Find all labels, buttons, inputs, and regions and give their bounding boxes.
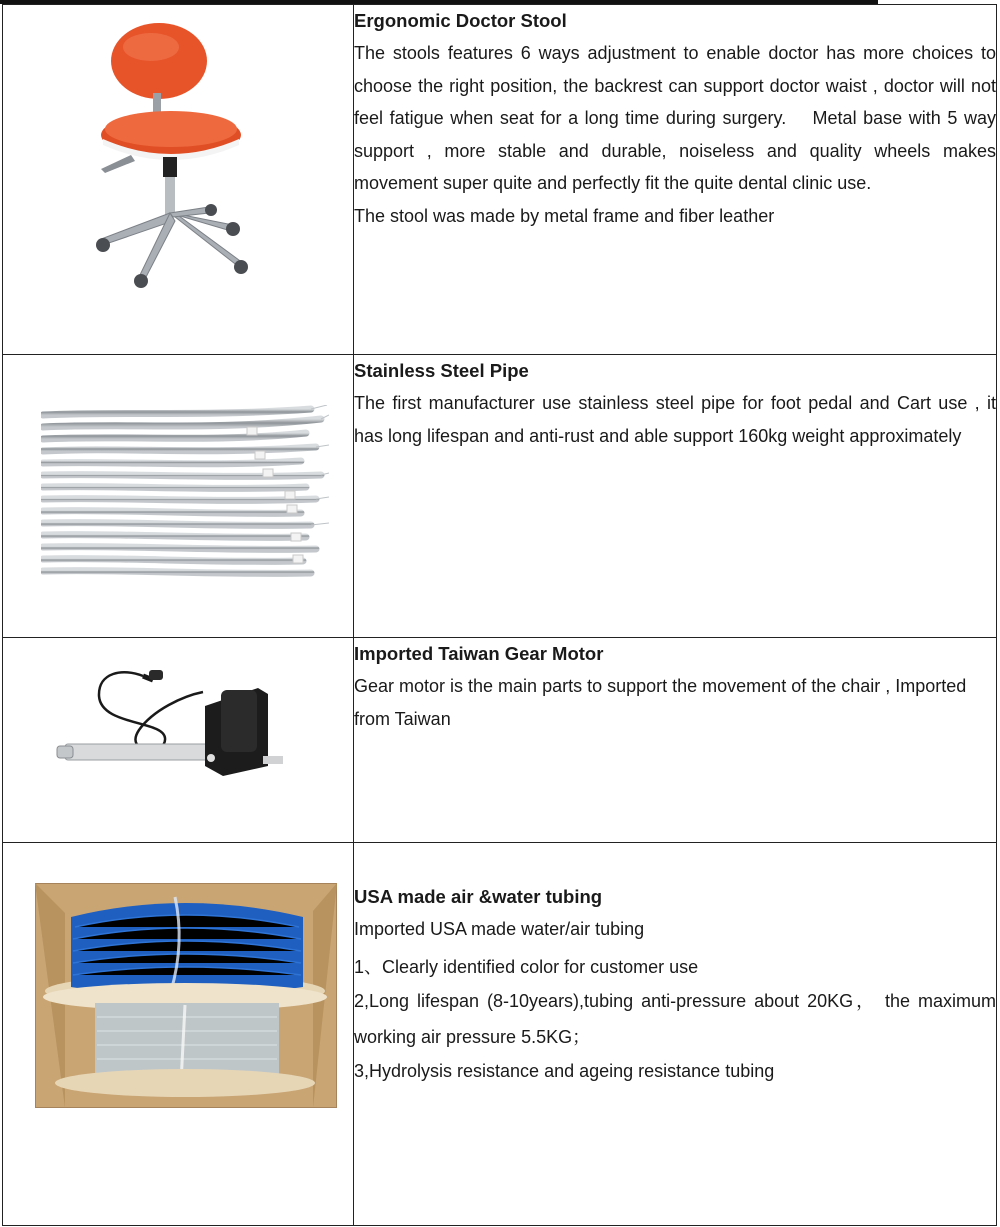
gear-motor-image (53, 666, 288, 786)
description-cell (354, 843, 997, 1226)
image-cell (3, 638, 354, 843)
row-paragraph: 3,Hydrolysis resistance and ageing resistance tubing (354, 1061, 775, 1081)
row-paragraph: Imported USA made water/air tubing (354, 919, 645, 939)
doctor-stool-image (91, 17, 251, 292)
row-title: USA made air &water tubing (354, 886, 603, 907)
row-paragraph: 2,Long lifespan (8-10years),tubing anti-pressure about 20KG， the maximum working air pressure 5.5KG； (354, 991, 996, 1047)
image-cell (3, 843, 354, 1226)
row-paragraph: The stools features 6 ways adjustment to enable doctor has more choices to choose the right position, the backrest can support doctor waist , doctor will not feel fatigue when seat for a long time during surgery. Metal base with 5 way support , more stable and durable, noiseless and quality wheels makes movement super quite and perfectly fit the quite dental clinic use. (354, 43, 996, 193)
table-row (3, 843, 997, 1226)
description-cell (354, 5, 997, 355)
table-row (3, 638, 997, 843)
image-cell (3, 355, 354, 638)
row-paragraph: 1、Clearly identified color for customer use (354, 956, 699, 977)
image-cell (3, 5, 354, 355)
row-paragraph: The first manufacturer use stainless steel pipe for foot pedal and Cart use , it has long lifespan and anti-rust and able support 160kg weight approximately (354, 393, 996, 446)
table-row (3, 5, 997, 355)
row-title: Stainless Steel Pipe (354, 360, 529, 381)
product-spec-table (2, 4, 997, 1226)
description-cell (354, 638, 997, 843)
row-paragraph: The stool was made by metal frame and fiber leather (354, 205, 775, 226)
description-cell (354, 355, 997, 638)
row-title: Ergonomic Doctor Stool (354, 10, 567, 31)
row-paragraph: Gear motor is the main parts to support the movement of the chair , Imported from Taiwan (354, 676, 967, 729)
steel-pipe-image (41, 405, 329, 585)
row-title: Imported Taiwan Gear Motor (354, 643, 604, 664)
tubing-spool-image (35, 883, 337, 1108)
table-row (3, 355, 997, 638)
